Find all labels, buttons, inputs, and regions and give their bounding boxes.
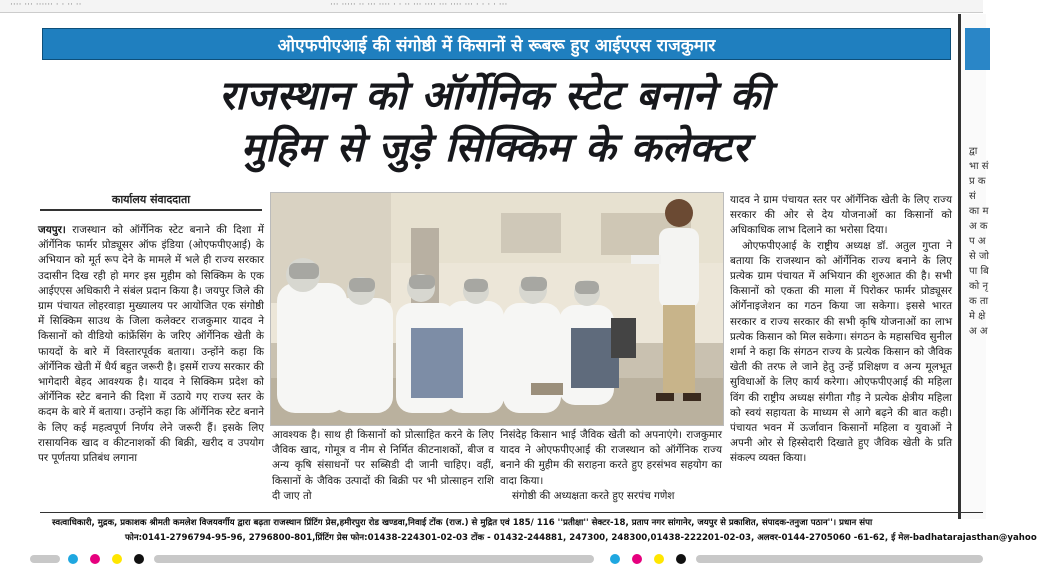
byline: कार्यालय संवाददाता	[40, 192, 262, 211]
cyan-dot	[68, 554, 78, 564]
paragraph	[38, 223, 264, 466]
registration-bar	[30, 555, 60, 563]
headline-line-1: राजस्थान को ऑर्गेनिक स्टेट बनाने की	[218, 72, 772, 119]
paragraph-text: राजस्थान को ऑर्गेनिक स्टेट बनाने की दिशा में ऑर्गेनिक फार्मर प्रोड्यूसर ऑफ इंडिया (ओएफपीएआई) के अभियान को मूर्त रूप देने के मामले में भले ही राज्य सरकार उदासीन दिख रही हो मगर इस मुहीम को सिक्किम के एक आईएएस अधिकारी ने संबंल प्रदान किया है। जयपुर जिले की ग्राम पंचायत लोहरवाड़ा मुख्यालय पर आयोजित एक संगोष्ठी में सिक्किम साउथ के जिला कलेक्टर राजकुमार यादव ने किसानों को वीडियो कांफ्रेंसिंग के जरिए ऑर्गेनिक खेती के फायदों के बारे में विस्तारपूर्वक बताया। उन्होंने कहा कि ऑर्गेनिक खेती में धैर्य बहुत जरूरी है। इसमें राज्य सरकार की भागेदारी बेहद आवश्यक है। यादव ने सिक्किम प्रदेश को ऑर्गेनिक स्टेट बनाने की दिशा में उठाये गए राज्य स्तर के कदम के बारे में बताया। उन्होंने कहा कि ऑर्गेनिक स्टेट बनाने के लिए कई महत्वपूर्ण निर्णय लेने जरूरी हैं। इसके लिए रासायनिक खाद व कीटनाशकों की बिक्री, खरीद व उपयोग पर पूर्णतया प्रतिबंध लगाना	[38, 224, 264, 465]
article-column-2	[272, 428, 494, 506]
adjacent-column	[958, 14, 989, 519]
adjacent-kicker-band	[965, 28, 990, 70]
seminar-photo-illustration	[271, 193, 723, 425]
article-column-4	[730, 193, 952, 505]
paragraph: आवश्यक है। साथ ही किसानों को प्रोत्साहित करने के लिए जैविक खाद, गोमूत्र व नीम से निर्मित कीटनाशकों, बीज व अन्य कृषि संसाधनों पर सब्सिडी दी जानी चाहिए। वहीं, किसानों के जैविक उत्पादों की बिक्री पर भी प्रोत्साहन राशि दी जाए तो	[272, 429, 494, 502]
news-photo	[270, 192, 724, 426]
paragraph: निसंदेह किसान भाई जैविक खेती को अपनाएंगे। राजकुमार यादव ने ओएफपीएआई की राजस्थान को ऑर्गेनिक राज्य बनाने की मुहीम की सराहना करते हुए हरसंभव सहयोग का वादा किया।	[500, 429, 722, 487]
contact-line: फोन:0141-2796794-95-96, 2796800-801,प्रिंटिंग प्रेस फोन:01438-224301-02-03 टोंक - 01432-244881, 247300, 248300,01438-222201-02-03, अलवर-0144-2705060 -61-62, ई मेल-badhatarajasthan@yahoo	[125, 533, 1037, 543]
cropped-text: ···· ··· ······ · · ·· ··	[10, 0, 82, 10]
paragraph: यादव ने ग्राम पंचायत स्तर पर ऑर्गेनिक खेती के लिए राज्य सरकार की ओर से देय योजनाओं का किसानों को अधिकाधिक लाभ दिलाने का भरोसा दिया।	[730, 194, 952, 237]
yellow-dot	[112, 554, 122, 564]
black-dot	[134, 554, 144, 564]
previous-page-strip	[0, 0, 983, 13]
kicker-banner: ओएफपीएआई की संगोष्ठी में किसानों से रूबरू हुए आईएएस राजकुमार	[42, 28, 951, 60]
headline	[40, 70, 950, 174]
registration-bar	[696, 555, 983, 563]
adjacent-column-text: द्वा भा सं प्र क सं का म अ क प अ से जो पा बि को नृ क ता मे क्षे अ अ	[969, 146, 989, 337]
imprint-line: स्वत्वाधिकारी, मुद्रक, प्रकाशक श्रीमती कमलेश विजयवर्गीय द्वारा बढ़ता राजस्थान प्रिंटिंग प्रेस,हमीरपुरा रोड खण्डवा,निवाई टोंक (राज.) से मुद्रित एवं 185/ 116 ''प्रतीक्षा'' सेक्टर-18, प्रताप नगर सांगानेर, जयपुर से प्रकाशित, संपादक-तनुजा पठान''। प्रधान संपा	[52, 518, 873, 528]
black-dot	[676, 554, 686, 564]
cropped-text: ··· ····· ·· ··· ···· · · ·· ··· ···· ··· ···· ··· · · · · ···	[330, 0, 508, 10]
paragraph: ओएफपीएआई के राष्ट्रीय अध्यक्ष डॉ. अतुल गुप्ता ने बताया कि राजस्थान को ऑर्गेनिक राज्य बनाने के लिए प्रत्येक ग्राम पंचायत में अभियान की शुरुआत की है। सभी किसानों को एकता की माला में पिरोकर फार्मर प्रोड्यूसर ऑर्गेनाइजेशन का गठन किया जा सकेगा। इससे भारत सरकार व राज्य सरकार की सभी कृषि योजनाओं का लाभ प्रत्येक किसान को मिल सकेगा। संगठन के महासचिव सुनील शर्मा ने कहा कि संगठन राज्य के प्रत्येक किसान को जैविक खेती की तरफ ले जाने हेतु उन्हें प्रशिक्षण व अन्य मूलभूत सुविधाओं के लिए कार्य करेगा। ओएफपीएआई की महिला विंग की राष्ट्रीय अध्यक्ष संगीता गौड़ ने प्रत्येक क्षेत्रीय महिला को स्वयं सहायता के माध्यम से आगे बढ़ने की बात कही। पंचायत भवन में ऊर्जावान किसानों महिला व युवाओं ने अपनी ओर से हिस्सेदारी दिखाते हुए जैविक खेती के प्रति संकल्प व्यक्त किया।	[730, 239, 952, 465]
cyan-dot	[610, 554, 620, 564]
headline-line-2: मुहिम से जुड़े सिक्किम के कलेक्टर	[240, 124, 750, 171]
registration-bar	[154, 555, 594, 563]
registration-marks	[30, 553, 983, 565]
paragraph: संगोष्ठी की अध्यक्षता करते हुए सरपंच गणेश	[512, 489, 675, 502]
magenta-dot	[90, 554, 100, 564]
footer-rule	[40, 512, 983, 513]
yellow-dot	[654, 554, 664, 564]
article-column-3	[500, 428, 722, 506]
magenta-dot	[632, 554, 642, 564]
article-column-1	[38, 223, 264, 505]
dateline: जयपुर।	[38, 224, 66, 236]
